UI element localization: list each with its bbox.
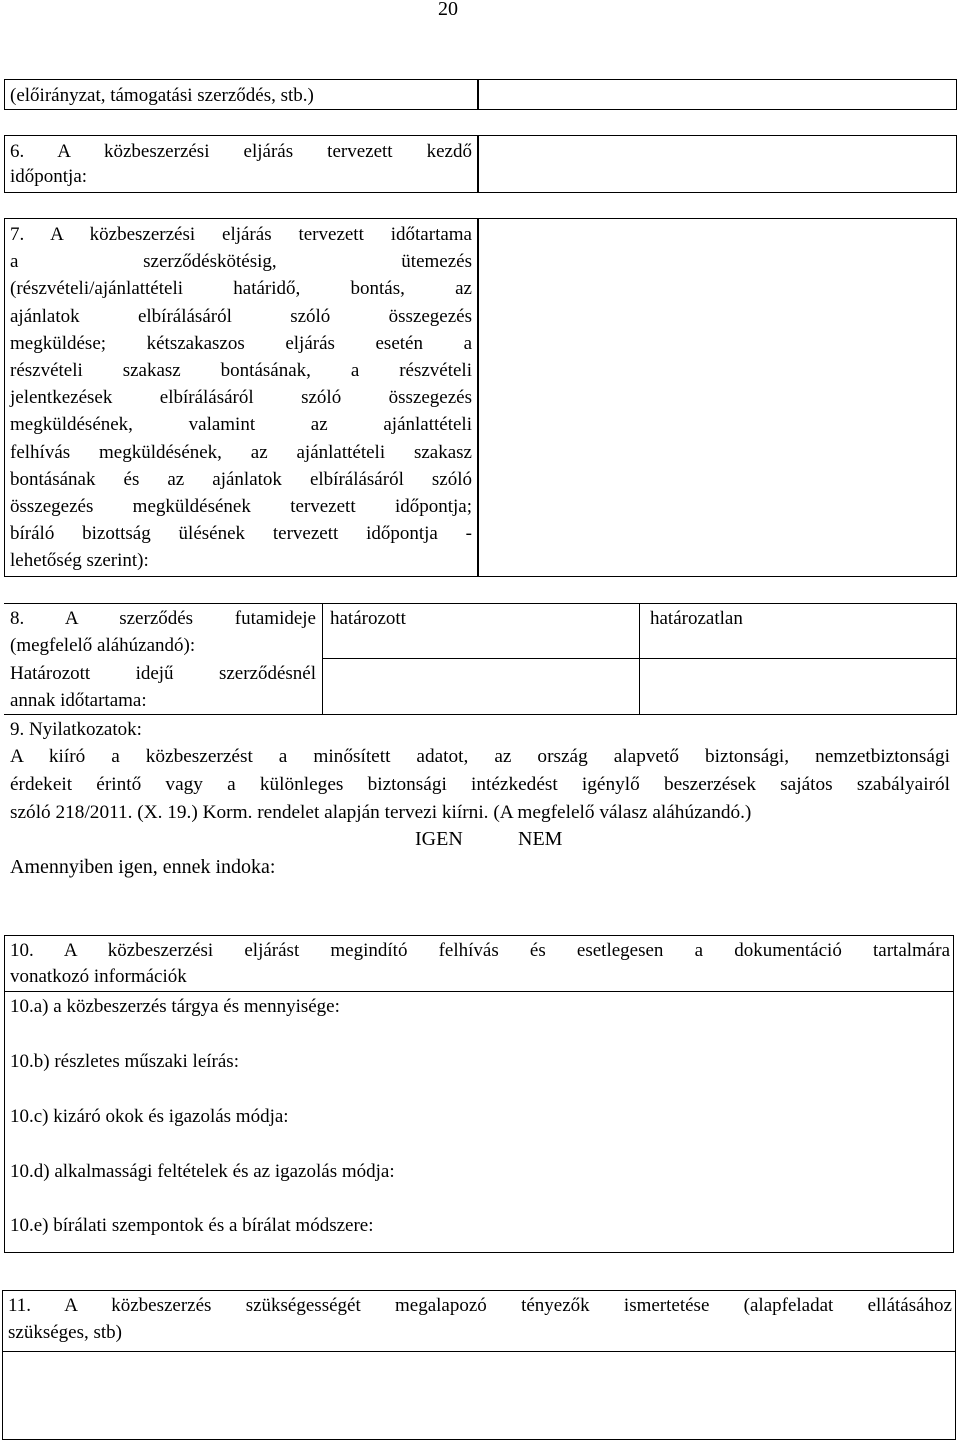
duration-input-cell[interactable]	[323, 659, 955, 715]
section10-heading-line2: vonatkozó információk	[10, 966, 187, 987]
row7-value-cell[interactable]	[478, 218, 957, 577]
row7-line: felhívás megküldésének, az ajánlattételi szakasz	[10, 441, 472, 463]
row6-value-cell[interactable]	[478, 135, 957, 193]
row7-line: bontásának és az ajánlatok elbírálásáról szóló	[10, 468, 472, 490]
section11-heading-line1: 11. A közbeszerzés szükségességét megalapozó tényezők ismertetése (alapfeladat ellátásához	[8, 1295, 952, 1316]
section10-heading-line1: 10. A közbeszerzési eljárást megindító felhívás és esetlegesen a dokumentáció tartalmára	[10, 940, 950, 961]
answer-yes[interactable]: IGEN	[415, 828, 463, 850]
row7-line: megküldése; kétszakaszos eljárás esetén a	[10, 332, 472, 354]
row6-label-line1: 6. A közbeszerzési eljárás tervezett kezdő	[10, 141, 472, 162]
option-fixed-term[interactable]: határozott	[330, 608, 406, 629]
row7-label-lines	[10, 221, 472, 575]
answer-no[interactable]: NEM	[518, 828, 563, 850]
row7-line: bíráló bizottság ülésének tervezett időpontja -	[10, 523, 472, 545]
section9-statement-line: A kiíró a közbeszerzést a minősített adatot, az ország alapvető biztonsági, nemzetbiztonsági	[10, 746, 950, 767]
section10-item-subject: 10.a) a közbeszerzés tárgya és mennyisége:	[10, 996, 340, 1017]
section8-label-line1: 8. A szerződés futamideje	[10, 608, 316, 629]
section9-statement-line: szóló 218/2011. (X. 19.) Korm. rendelet alapján tervezi kiírni. (A megfelelő válasz aláhúzandó.)	[10, 802, 752, 823]
section9-statement-line: érdekeit érintő vagy a különleges biztonsági intézkedést igénylő beszerzések sajátos szabályairól	[10, 774, 950, 795]
page-number: 20	[438, 0, 458, 20]
row7-line: (részvételi/ajánlattételi határidő, bontás, az	[10, 278, 472, 300]
section8-duration-line1: Határozott idejű szerződésnél	[10, 663, 316, 684]
row7-line: ajánlatok elbírálásáról szóló összegezés	[10, 305, 472, 327]
section11-heading-line2: szükséges, stb)	[8, 1322, 122, 1343]
row7-line: megküldésének, valamint az ajánlattételi	[10, 414, 472, 436]
row5-label: (előirányzat, támogatási szerződés, stb.)	[10, 85, 314, 106]
row6-label-line2: időpontja:	[10, 166, 88, 187]
row7-line: lehetőség szerint):	[10, 550, 149, 572]
section8-duration-line2: annak időtartama:	[10, 690, 147, 711]
row7-line: a szerződéskötésig, ütemezés	[10, 251, 472, 273]
section10-item-exclusion: 10.c) kizáró okok és igazolás módja:	[10, 1106, 289, 1127]
section10-item-technical: 10.b) részletes műszaki leírás:	[10, 1051, 239, 1072]
section9-heading: 9. Nyilatkozatok:	[10, 719, 142, 740]
section9-reason-label: Amennyiben igen, ennek indoka:	[10, 856, 276, 878]
section10-item-evaluation: 10.e) bírálati szempontok és a bírálat módszere:	[10, 1215, 374, 1236]
row7-line: jelentkezések elbírálásáról szóló összegezés	[10, 387, 472, 409]
section10-item-suitability: 10.d) alkalmassági feltételek és az igazolás módja:	[10, 1161, 395, 1182]
option-indefinite-term[interactable]: határozatlan	[650, 608, 743, 629]
section11-answer-area[interactable]	[4, 1352, 954, 1438]
row7-line: összegezés megküldésének tervezett időpontja;	[10, 496, 472, 518]
row5-value-cell[interactable]	[478, 79, 957, 110]
row7-line: részvételi szakasz bontásának, a részvételi	[10, 360, 472, 382]
section8-label-line2: (megfelelő aláhúzandó):	[10, 635, 196, 656]
row7-line: 7. A közbeszerzési eljárás tervezett időtartama	[10, 224, 472, 245]
